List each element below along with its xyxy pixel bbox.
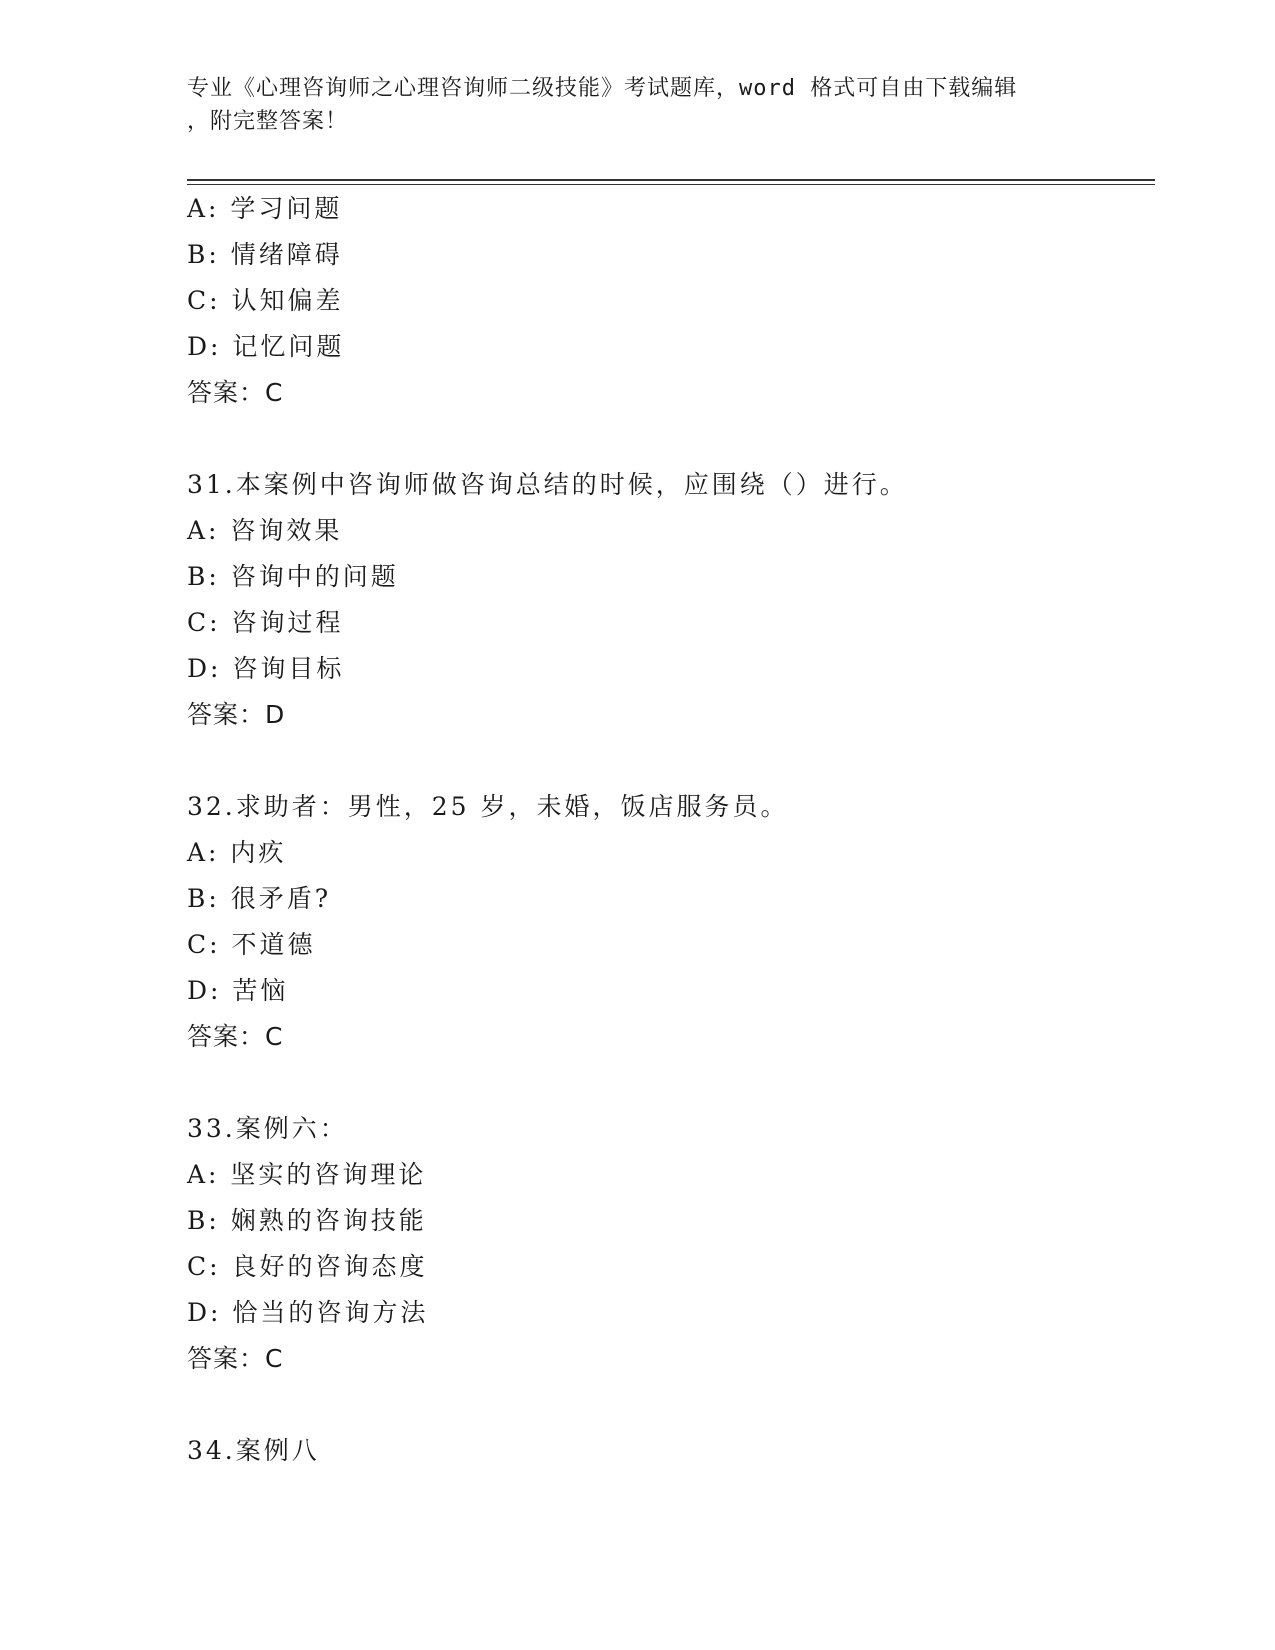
header-divider-thick [187, 179, 1155, 181]
answer-line: 答案：C [187, 1022, 284, 1051]
option-d: D: 记忆问题 [187, 332, 345, 361]
question-block [187, 1428, 1155, 1474]
option-c: C: 不道德 [187, 930, 316, 959]
header-divider-thin [187, 184, 1155, 185]
option-d: D: 恰当的咨询方法 [187, 1298, 429, 1327]
header-line-2: ，附完整答案！ [187, 109, 349, 134]
question-list [187, 186, 1155, 1474]
question-block [187, 186, 1155, 416]
option-a: A: 内疚 [187, 838, 287, 867]
option-b: B: 咨询中的问题 [187, 562, 399, 591]
option-b: B: 很矛盾? [187, 884, 332, 913]
question-stem: 34.案例八 [187, 1436, 320, 1465]
answer-line: 答案：C [187, 1344, 284, 1373]
option-a: A: 学习问题 [187, 194, 343, 223]
option-c: C: 良好的咨询态度 [187, 1252, 428, 1281]
question-block [187, 462, 1155, 738]
document-header [187, 72, 1087, 138]
question-stem: 33.案例六： [187, 1114, 348, 1143]
question-block [187, 1106, 1155, 1382]
answer-line: 答案：D [187, 700, 286, 729]
option-b: B: 娴熟的咨询技能 [187, 1206, 427, 1235]
question-stem: 31.本案例中咨询师做咨询总结的时候，应围绕（）进行。 [187, 470, 908, 499]
option-a: A: 咨询效果 [187, 516, 343, 545]
answer-line: 答案：C [187, 378, 284, 407]
header-line-1: 专业《心理咨询师之心理咨询师二级技能》考试题库，word 格式可自由下载编辑 [187, 76, 1018, 101]
question-stem: 32.求助者：男性，25 岁，未婚，饭店服务员。 [187, 792, 789, 821]
option-d: D: 苦恼 [187, 976, 289, 1005]
option-a: A: 坚实的咨询理论 [187, 1160, 427, 1189]
option-c: C: 咨询过程 [187, 608, 344, 637]
option-d: D: 咨询目标 [187, 654, 345, 683]
option-b: B: 情绪障碍 [187, 240, 343, 269]
option-c: C: 认知偏差 [187, 286, 344, 315]
question-block [187, 784, 1155, 1060]
